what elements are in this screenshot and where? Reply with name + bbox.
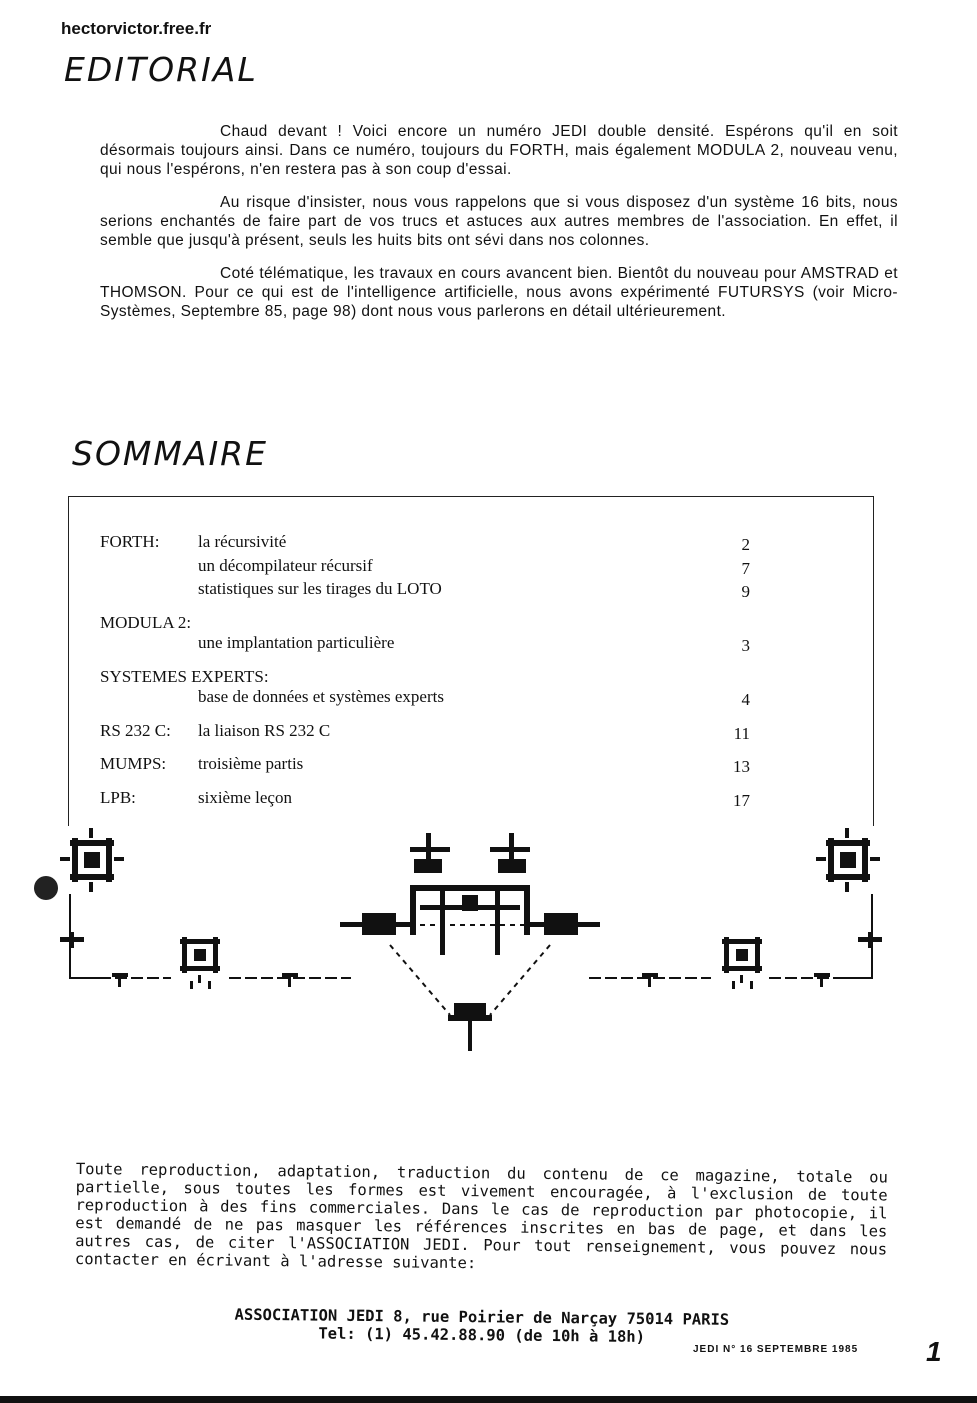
toc-category: FORTH: xyxy=(100,532,160,551)
punch-hole-mark xyxy=(34,876,58,900)
fractal-border-illustration xyxy=(30,815,930,1075)
table-of-contents xyxy=(100,532,750,821)
toc-page-number: 17 xyxy=(733,790,750,810)
toc-topic: statistiques sur les tirages du LOTO xyxy=(198,579,442,598)
sommaire-title: SOMMAIRE xyxy=(72,434,268,473)
toc-row xyxy=(100,687,750,711)
toc-row xyxy=(100,788,750,812)
contact-block xyxy=(76,1304,888,1349)
issue-footer: JEDI N° 16 SEPTEMBRE 1985 xyxy=(693,1344,859,1355)
toc-row xyxy=(100,754,750,778)
toc-row xyxy=(100,721,750,745)
toc-page-number: 4 xyxy=(741,690,750,709)
site-watermark: hectorvictor.free.fr xyxy=(61,19,212,38)
toc-section-rs232 xyxy=(100,721,750,745)
copyright-notice: Toute reproduction, adaptation, traduction du contenu de ce magazine, totale ou partielle, sous toutes les formes est vivement encouragée, à l'exclusion de toute reproduction à des fins commerciales. Dans le cas de reproduction par photocopie, il est demandé de ne pas masquer les références inscrites en bas de page, et dans les autres cas, de citer l'ASSOCIATION JEDI. Pour tout renseignement, vous pouvez nous contacter en écrivant à l'adresse suivante: xyxy=(74,1160,888,1273)
toc-page-number: 3 xyxy=(741,636,750,655)
toc-section-modula xyxy=(100,613,750,657)
toc-section-systemes-experts xyxy=(100,667,750,711)
toc-row xyxy=(100,556,750,580)
toc-row xyxy=(100,633,750,657)
toc-section-mumps xyxy=(100,754,750,778)
toc-page-number: 7 xyxy=(741,558,750,578)
toc-topic: la liaison RS 232 C xyxy=(198,720,331,740)
toc-row xyxy=(100,579,750,603)
editorial-paragraph: Coté télématique, les travaux en cours avancent bien. Bientôt du nouveau pour AMSTRAD et THOMSON. Pour ce qui est de l'intelligence artificielle, nous avons expérimenté FUTURSYS (voir Micro-Systèmes, Septembre 85, page 98) dont nous vous parlerons en détail ultérieurement. xyxy=(100,265,898,320)
toc-topic: base de données et systèmes experts xyxy=(198,687,444,706)
toc-topic: une implantation particulière xyxy=(198,633,395,652)
toc-topic: troisième partis xyxy=(198,754,304,773)
toc-section-forth xyxy=(100,532,750,603)
toc-section-lpb xyxy=(100,788,750,812)
editorial-paragraph: Au risque d'insister, nous vous rappelons que si vous disposez d'un système 16 bits, nous serions enchantés de faire part de vos trucs et astuces aux autres membres de l'association. En effet, il semble que jusqu'à présent, seuls les huits bits ont sévi dans nos colonnes. xyxy=(100,194,898,249)
toc-category: MUMPS: xyxy=(100,754,167,773)
page-number: 1 xyxy=(926,1336,942,1367)
editorial-paragraph: Chaud devant ! Voici encore un numéro JEDI double densité. Espérons qu'il en soit désormais toujours ainsi. Dans ce numéro, toujours du FORTH, mais également MODULA 2, nouveau venu, qui nous l'espérons, n'en restera pas à son coup d'essai. xyxy=(100,123,898,178)
toc-topic: sixième leçon xyxy=(198,787,292,807)
toc-topic: un décompilateur récursif xyxy=(198,555,373,575)
bottom-edge xyxy=(0,1396,977,1403)
association-phone: Tel: (1) 45.42.88.90 (de 10h à 18h) xyxy=(318,1324,646,1346)
toc-page-number: 11 xyxy=(733,723,750,743)
toc-row xyxy=(100,532,750,556)
toc-page-number: 9 xyxy=(741,582,750,601)
toc-category: LPB: xyxy=(100,787,136,807)
toc-topic: la récursivité xyxy=(198,532,287,551)
toc-category: MODULA 2: xyxy=(100,612,192,632)
toc-page-number: 13 xyxy=(733,757,750,776)
editorial-title: EDITORIAL xyxy=(64,50,258,89)
toc-page-number: 2 xyxy=(741,535,750,554)
toc-category: RS 232 C: xyxy=(100,720,171,740)
association-address: ASSOCIATION JEDI 8, rue Poirier de Narçay 75014 PARIS xyxy=(234,1305,730,1329)
editorial-body xyxy=(100,122,898,335)
toc-category: SYSTEMES EXPERTS: xyxy=(100,666,269,686)
